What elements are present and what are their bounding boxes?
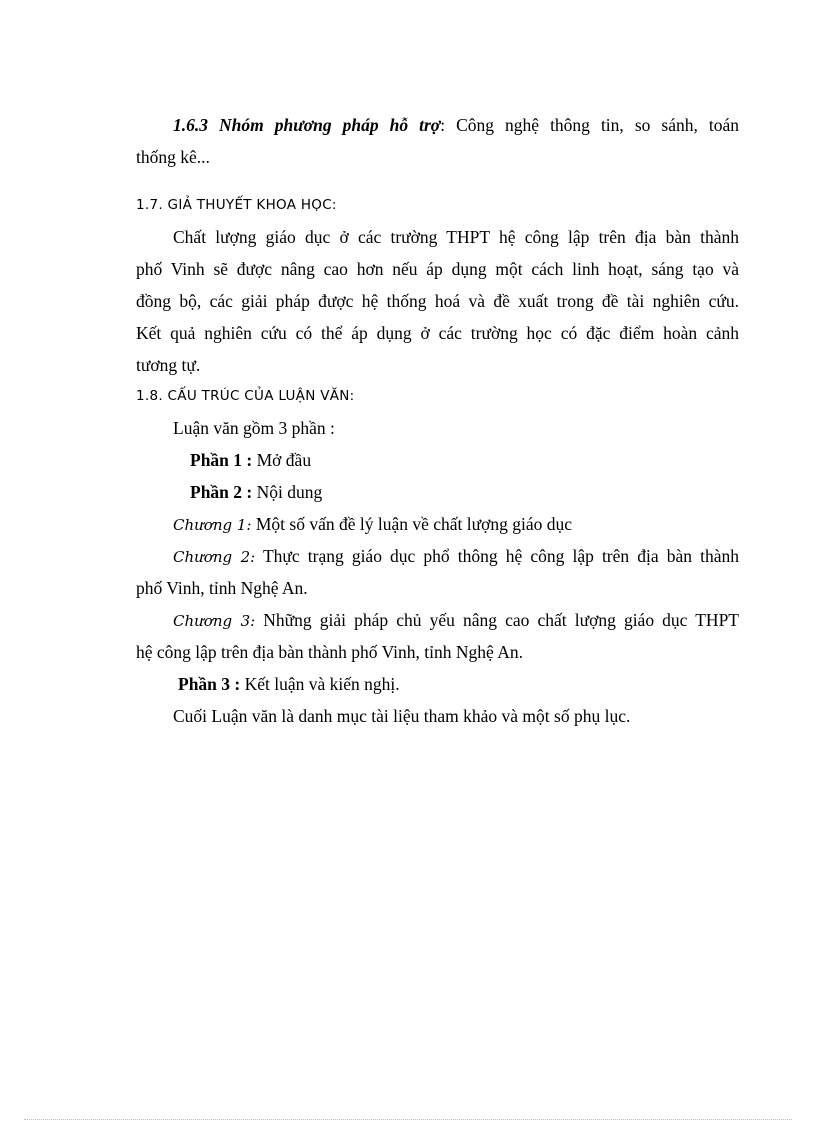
section-18-intro: Luận văn gồm 3 phần : <box>173 418 335 438</box>
chapter-3-label: Chương 3: <box>173 612 256 630</box>
section-163-heading: 1.6.3 Nhóm phương pháp hỗ trợ <box>173 115 441 135</box>
chapter-2-text: Thực trạng giáo dục phổ thông hệ công lập trên địa bàn thành <box>255 546 739 566</box>
part-3-text: Kết luận và kiến nghị. <box>240 674 400 694</box>
section-163-text: : Công nghệ thông tin, so sánh, toán <box>440 115 739 135</box>
part-1-label: Phần 1 : <box>190 450 253 470</box>
section-17-para-line: phố Vinh sẽ được nâng cao hơn nếu áp dụng một cách linh hoạt, sáng tạo và <box>136 259 739 279</box>
chapter-2-label: Chương 2: <box>173 548 256 566</box>
section-17-para-line: Kết quả nghiên cứu có thể áp dụng ở các trường học có đặc điểm hoàn cảnh <box>136 323 739 343</box>
section-163-line1 <box>136 114 739 136</box>
chapter-1-text: Một số vấn đề lý luận về chất lượng giáo dục <box>251 514 573 534</box>
section-17-para-line: đồng bộ, các giải pháp được hệ thống hoá và đề xuất trong đề tài nghiên cứu. <box>136 291 739 311</box>
chapter-1-label: Chương 1: <box>173 516 252 534</box>
page-bottom-border <box>24 1119 792 1120</box>
section-17-para-line: Chất lượng giáo dục ở các trường THPT hệ công lập trên địa bàn thành <box>173 227 739 247</box>
chapter-2-line1 <box>173 545 739 568</box>
part-2-text: Nội dung <box>252 482 323 502</box>
section-17-para-line: tương tự. <box>136 355 201 375</box>
section-163-line2: thống kê... <box>136 147 210 167</box>
part-3-line <box>178 673 781 695</box>
part-1-text: Mở đầu <box>252 450 312 470</box>
part-2-label: Phần 2 : <box>190 482 253 502</box>
section-18-heading: 1.8. CẤU TRÚC CỦA LUẬN VĂN: <box>136 388 355 404</box>
section-17-heading: 1.7. GIẢ THUYẾT KHOA HỌC: <box>136 197 337 213</box>
part-2-line <box>190 481 793 503</box>
chapter-2-line2: phố Vinh, tỉnh Nghệ An. <box>136 578 308 598</box>
chapter-3-line1 <box>173 609 739 632</box>
part-3-label: Phần 3 : <box>178 674 241 694</box>
chapter-1-line <box>173 513 776 536</box>
chapter-3-text: Những giải pháp chủ yếu nâng cao chất lượng giáo dục THPT <box>255 610 739 630</box>
closing-line: Cuối Luận văn là danh mục tài liệu tham khảo và một số phụ lục. <box>173 706 631 726</box>
part-1-line <box>190 449 793 471</box>
chapter-3-line2: hệ công lập trên địa bàn thành phố Vinh, tỉnh Nghệ An. <box>136 642 523 662</box>
